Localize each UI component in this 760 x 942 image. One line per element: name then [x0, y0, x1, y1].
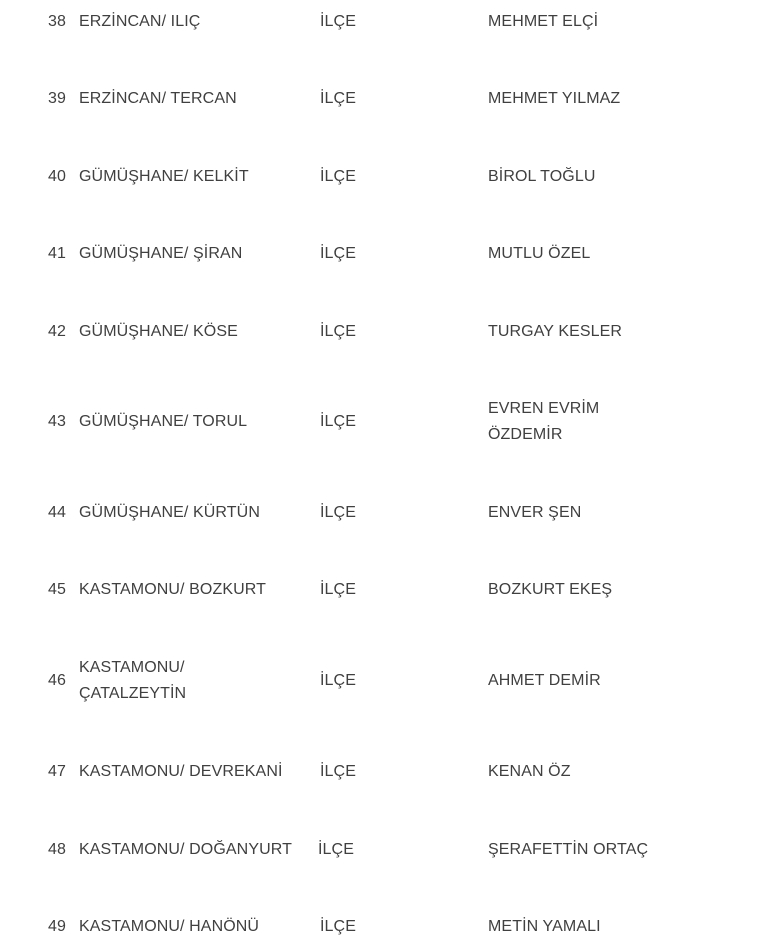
row-number: 46: [48, 672, 66, 689]
row-location: KASTAMONU/ HANÖNÜ: [79, 918, 260, 935]
row-location: GÜMÜŞHANE/ KÖSE: [79, 323, 238, 340]
row-name: MEHMET ELÇİ: [488, 13, 599, 30]
row-type: İLÇE: [320, 581, 356, 598]
row-type: İLÇE: [320, 90, 356, 107]
row-number: 40: [48, 168, 66, 185]
row-type: İLÇE: [320, 672, 356, 689]
row-type: İLÇE: [320, 918, 356, 935]
row-type: İLÇE: [320, 245, 356, 262]
row-name: BİROL TOĞLU: [488, 168, 596, 185]
row-number: 44: [48, 504, 66, 521]
row-type: İLÇE: [320, 323, 356, 340]
row-name: ŞERAFETTİN ORTAÇ: [488, 841, 649, 858]
row-name: AHMET DEMİR: [488, 672, 601, 689]
row-number: 43: [48, 413, 66, 430]
row-name-line: ÖZDEMİR: [488, 426, 563, 443]
row-name-line: EVREN EVRİM: [488, 400, 600, 417]
row-location: [79, 655, 186, 707]
row-number: 47: [48, 763, 66, 780]
row-name: METİN YAMALI: [488, 918, 601, 935]
row-number: 38: [48, 13, 66, 30]
row-type: İLÇE: [320, 168, 356, 185]
row-number: 41: [48, 245, 66, 262]
row-location: ERZİNCAN/ TERCAN: [79, 90, 237, 107]
row-location: GÜMÜŞHANE/ KÜRTÜN: [79, 504, 260, 521]
row-type: İLÇE: [318, 841, 354, 858]
row-number: 39: [48, 90, 66, 107]
row-name: [488, 396, 599, 448]
row-location: KASTAMONU/ DOĞANYURT: [79, 841, 292, 858]
row-location: KASTAMONU/ DEVREKANİ: [79, 763, 283, 780]
row-type: İLÇE: [320, 413, 356, 430]
row-name: KENAN ÖZ: [488, 763, 571, 780]
row-location: GÜMÜŞHANE/ TORUL: [79, 413, 248, 430]
row-type: İLÇE: [320, 13, 356, 30]
row-location: GÜMÜŞHANE/ ŞİRAN: [79, 245, 243, 262]
row-type: İLÇE: [320, 763, 356, 780]
row-location-line: KASTAMONU/: [79, 659, 185, 676]
row-name: TURGAY KESLER: [488, 323, 623, 340]
row-location-line: ÇATALZEYTİN: [79, 685, 187, 702]
row-type: İLÇE: [320, 504, 356, 521]
row-location: GÜMÜŞHANE/ KELKİT: [79, 168, 249, 185]
row-number: 42: [48, 323, 66, 340]
row-location: KASTAMONU/ BOZKURT: [79, 581, 267, 598]
row-number: 45: [48, 581, 66, 598]
row-number: 48: [48, 841, 66, 858]
row-name: ENVER ŞEN: [488, 504, 582, 521]
row-number: 49: [48, 918, 66, 935]
row-name: MUTLU ÖZEL: [488, 245, 591, 262]
row-name: BOZKURT EKEŞ: [488, 581, 613, 598]
row-name: MEHMET YILMAZ: [488, 90, 621, 107]
row-location: ERZİNCAN/ ILIÇ: [79, 13, 201, 30]
